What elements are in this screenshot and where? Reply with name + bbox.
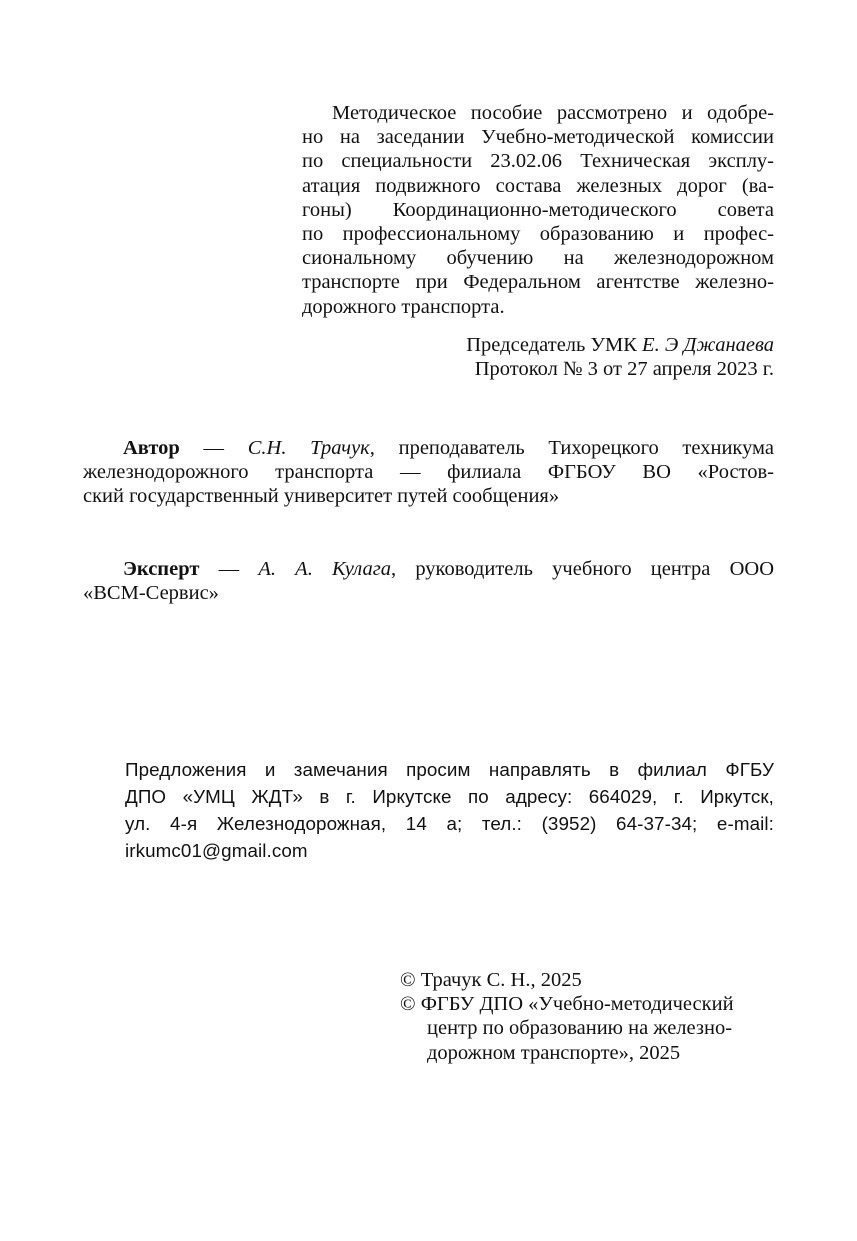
copyright-publisher-line-2: центр по образованию на железно- — [427, 1017, 733, 1040]
author-position: , преподаватель Тихорецкого техникума — [369, 437, 774, 459]
chair-name: Е. Э Джанаева — [642, 334, 774, 356]
expert-label: Эксперт — [123, 558, 200, 580]
author-dash: — — [179, 437, 248, 459]
approval-line-5: гоны) Координационно-методического совета — [302, 198, 774, 221]
copyright-publisher-line-1: © ФГБУ ДПО «Учебно-методический — [400, 993, 734, 1016]
contact-line-1: Предложения и замечания просим направлять в филиал ФГБУ — [125, 759, 774, 780]
chair-label: Председатель УМК — [466, 334, 637, 356]
author-label: Автор — [123, 437, 180, 459]
author-line-1 — [83, 436, 774, 460]
author-line-3: ский государственный университет путей сообщения» — [83, 485, 560, 508]
contact-email: irkumc01@gmail.com — [125, 840, 308, 862]
author-credit — [83, 436, 774, 509]
contact-line-3: ул. 4-я Железнодорожная, 14 а; тел.: (3952) 64-37-34; e-mail: — [125, 813, 774, 835]
contact-info — [125, 756, 774, 864]
approval-line-1: Методическое пособие рассмотрено и одобре- — [332, 102, 774, 124]
copyright-notice — [400, 968, 776, 1065]
copyright-author: © Трачук С. Н., 2025 — [400, 969, 582, 991]
expert-position: , руководитель учебного центра ООО — [391, 558, 775, 580]
contact-line-2: ДПО «УМЦ ЖДТ» в г. Иркутске по адресу: 664029, г. Иркутск, — [125, 786, 774, 808]
approval-note — [302, 101, 774, 319]
chair-line — [466, 333, 774, 357]
expert-line-1 — [83, 557, 774, 581]
copyright-publisher-line-3: дорожном транспорте», 2025 — [427, 1041, 681, 1064]
author-line-2: железнодорожного транспорта — филиала ФГБОУ ВО «Ростов- — [83, 461, 774, 484]
approval-line-7: сиональному обучению на железнодорожном — [302, 247, 774, 270]
approval-signature — [466, 333, 774, 381]
approval-line-6: по профессиональному образованию и профес- — [302, 223, 774, 246]
expert-credit — [83, 557, 774, 605]
expert-dash: — — [199, 558, 259, 580]
expert-name: А. А. Кулага — [258, 558, 391, 580]
expert-line-2: «ВСМ-Сервис» — [83, 582, 219, 605]
author-name: С.Н. Трачук — [247, 437, 370, 459]
approval-line-2: но на заседании Учебно-методической комиссии — [302, 126, 774, 149]
approval-line-8: транспорте при Федеральном агентстве железно- — [302, 271, 774, 294]
approval-line-3: по специальности 23.02.06 Техническая эксплу- — [302, 150, 774, 173]
approval-line-4: атация подвижного состава железных дорог (ва- — [302, 174, 774, 197]
protocol-line: Протокол № 3 от 27 апреля 2023 г. — [474, 358, 774, 381]
approval-line-9: дорожного транспорта. — [302, 295, 505, 318]
